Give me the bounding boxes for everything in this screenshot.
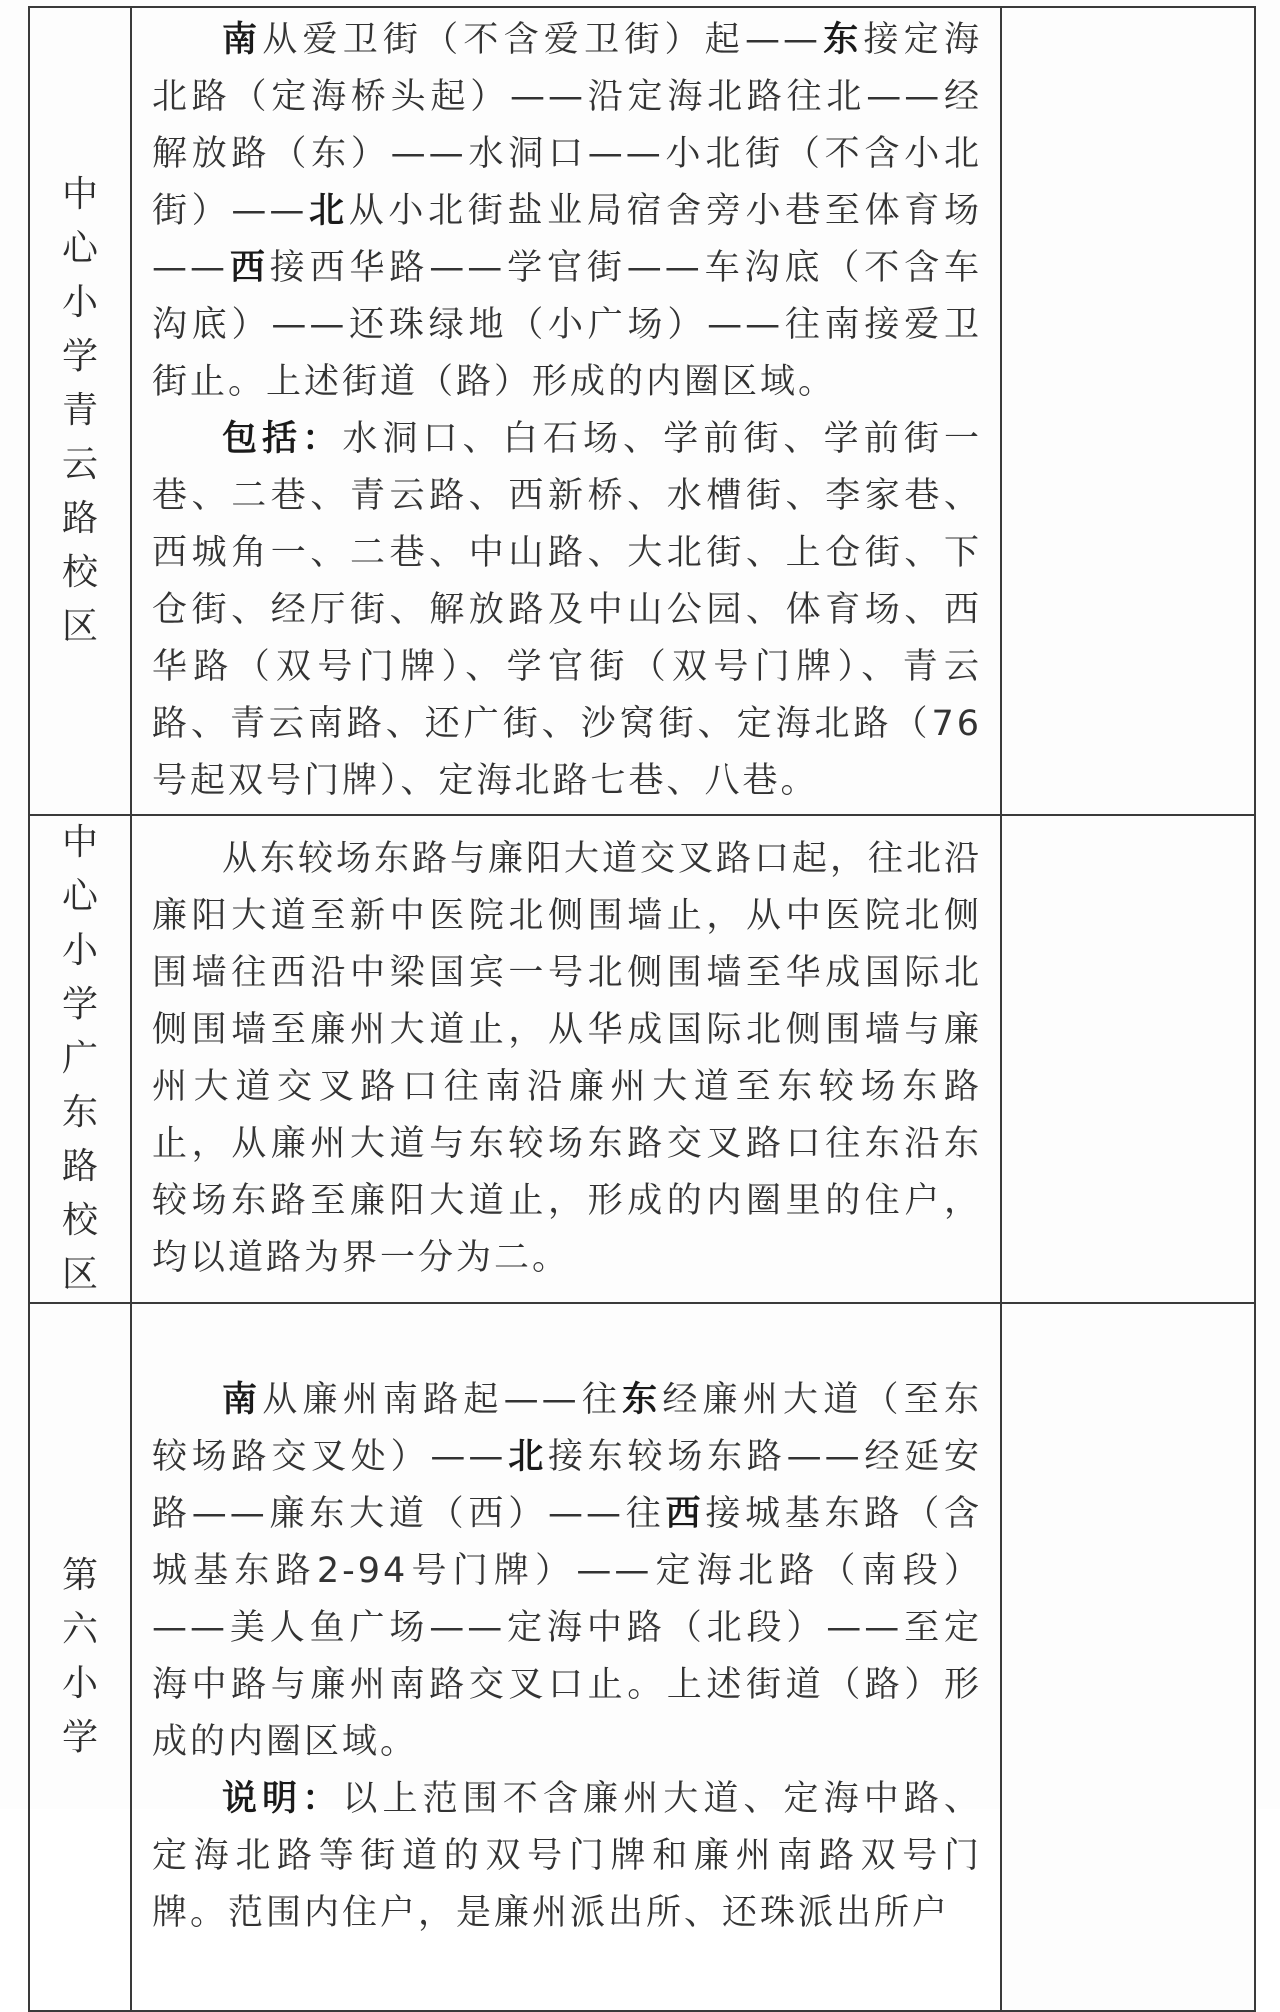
bold-text: 东	[821, 20, 864, 60]
text-run: 从小北街盐业局宿舍旁小巷至体育场——	[152, 191, 982, 288]
school-name-char: 广	[61, 1038, 98, 1079]
school-name-char: 小	[61, 1663, 98, 1704]
school-name-char: 校	[61, 1200, 98, 1241]
bold-text: 南	[222, 20, 263, 60]
text-run: 以上范围不含廉州大道、定海中路、定海北路等街道的双号门牌和廉州南路双号门牌。范围内住户，是廉州派出所、还珠派出所户	[152, 1779, 982, 1933]
bold-text: 东	[622, 1380, 663, 1420]
notes-cell	[1001, 1303, 1255, 2011]
text-run: 从东较场东路与廉阳大道交叉路口起，往北沿廉阳大道至新中医院北侧围墙止，从中医院北侧围墙往西沿中梁国宾一号北侧围墙至华成国际北侧围墙至廉州大道止，从华成国际北侧围墙与廉州大道交叉路口往南沿廉州大道至东较场东路止，从廉州大道与东较场东路交叉路口往东沿东较场东路至廉阳大道止，形成的内圈里的住户，均以道路为界一分为二。	[152, 839, 983, 1278]
bold-text: 北	[506, 1437, 548, 1477]
school-name-char: 校	[61, 552, 98, 593]
table-row	[29, 1303, 1255, 2011]
school-name-cell	[29, 1303, 131, 2011]
text-run: 经廉州大道（至东较场路交叉处）——	[152, 1380, 982, 1477]
school-name-char: 中	[61, 174, 98, 215]
text-run: 接定海北路（定海桥头起）——沿定海北路往北——经解放路（东）——水洞口——小北街（不含小北街）——	[152, 20, 982, 231]
zone-paragraph	[152, 1372, 982, 1771]
school-name-char: 小	[61, 282, 98, 323]
school-name-char: 中	[61, 822, 98, 863]
bold-text: 西	[665, 1494, 706, 1534]
school-name-char: 学	[61, 1717, 98, 1758]
school-name-char: 学	[61, 336, 98, 377]
school-name	[30, 168, 130, 654]
table-row	[29, 7, 1255, 815]
zone-description	[132, 827, 1000, 1291]
zone-description-cell	[131, 815, 1001, 1303]
school-name-char: 区	[61, 1254, 98, 1295]
text-run: 从爱卫街（不含爱卫街）起——	[262, 20, 822, 60]
school-name-cell	[29, 7, 131, 815]
school-zone-table	[28, 6, 1256, 2012]
zone-paragraph	[152, 1771, 982, 1942]
notes-cell	[1001, 7, 1255, 815]
school-name-cell	[29, 815, 131, 1303]
text-run: 水洞口、白石场、学前街、学前街一巷、二巷、青云路、西新桥、水槽街、李家巷、西城角一、二巷、中山路、大北街、上仓街、下仓街、经厅街、解放路及中山公园、体育场、西华路（双号门牌）、学官街（双号门牌）、青云路、青云南路、还广街、沙窝街、定海北路（76号起双号门牌）、定海北路七巷、八巷。	[152, 419, 982, 801]
text-run: 接东较场东路——经延安路——廉东大道（西）——往	[152, 1437, 982, 1534]
school-name	[30, 816, 130, 1302]
school-name-char: 心	[61, 228, 98, 269]
school-name-char: 云	[61, 444, 98, 485]
school-name-char: 学	[61, 984, 98, 1025]
bold-text: 包括：	[222, 419, 343, 459]
notes-cell	[1001, 815, 1255, 1303]
school-name-char: 路	[61, 1146, 98, 1187]
zone-description-cell	[131, 1303, 1001, 2011]
school-name-char: 路	[61, 498, 98, 539]
zone-paragraph	[152, 12, 982, 411]
text-run: 从廉州南路起——往	[262, 1380, 623, 1420]
zone-paragraph	[152, 831, 982, 1287]
text-run: 接城基东路（含城基东路2-94号门牌）——定海北路（南段）——美人鱼广场——定海中路（北段）——至定海中路与廉州南路交叉口止。上述街道（路）形成的内圈区域。	[152, 1494, 982, 1762]
school-name-char: 小	[61, 930, 98, 971]
zone-paragraph	[152, 411, 982, 810]
school-name-char: 第	[61, 1555, 98, 1596]
table-row	[29, 815, 1255, 1303]
zone-description	[132, 1368, 1000, 1946]
school-name-char: 六	[61, 1609, 98, 1650]
school-name-char: 青	[61, 390, 98, 431]
bold-text: 说明：	[222, 1779, 343, 1819]
bold-text: 北	[307, 191, 349, 231]
school-name-char: 东	[61, 1092, 98, 1133]
bold-text: 南	[222, 1380, 263, 1420]
school-name-char: 区	[61, 606, 98, 647]
school-name	[30, 1549, 130, 1765]
zone-description	[132, 8, 1000, 814]
school-name-char: 心	[61, 876, 98, 917]
zone-description-cell	[131, 7, 1001, 815]
text-run: 接西华路——学官街——车沟底（不含车沟底）——还珠绿地（小广场）——往南接爱卫街止。上述街道（路）形成的内圈区域。	[152, 248, 982, 402]
bold-text: 西	[228, 248, 270, 288]
